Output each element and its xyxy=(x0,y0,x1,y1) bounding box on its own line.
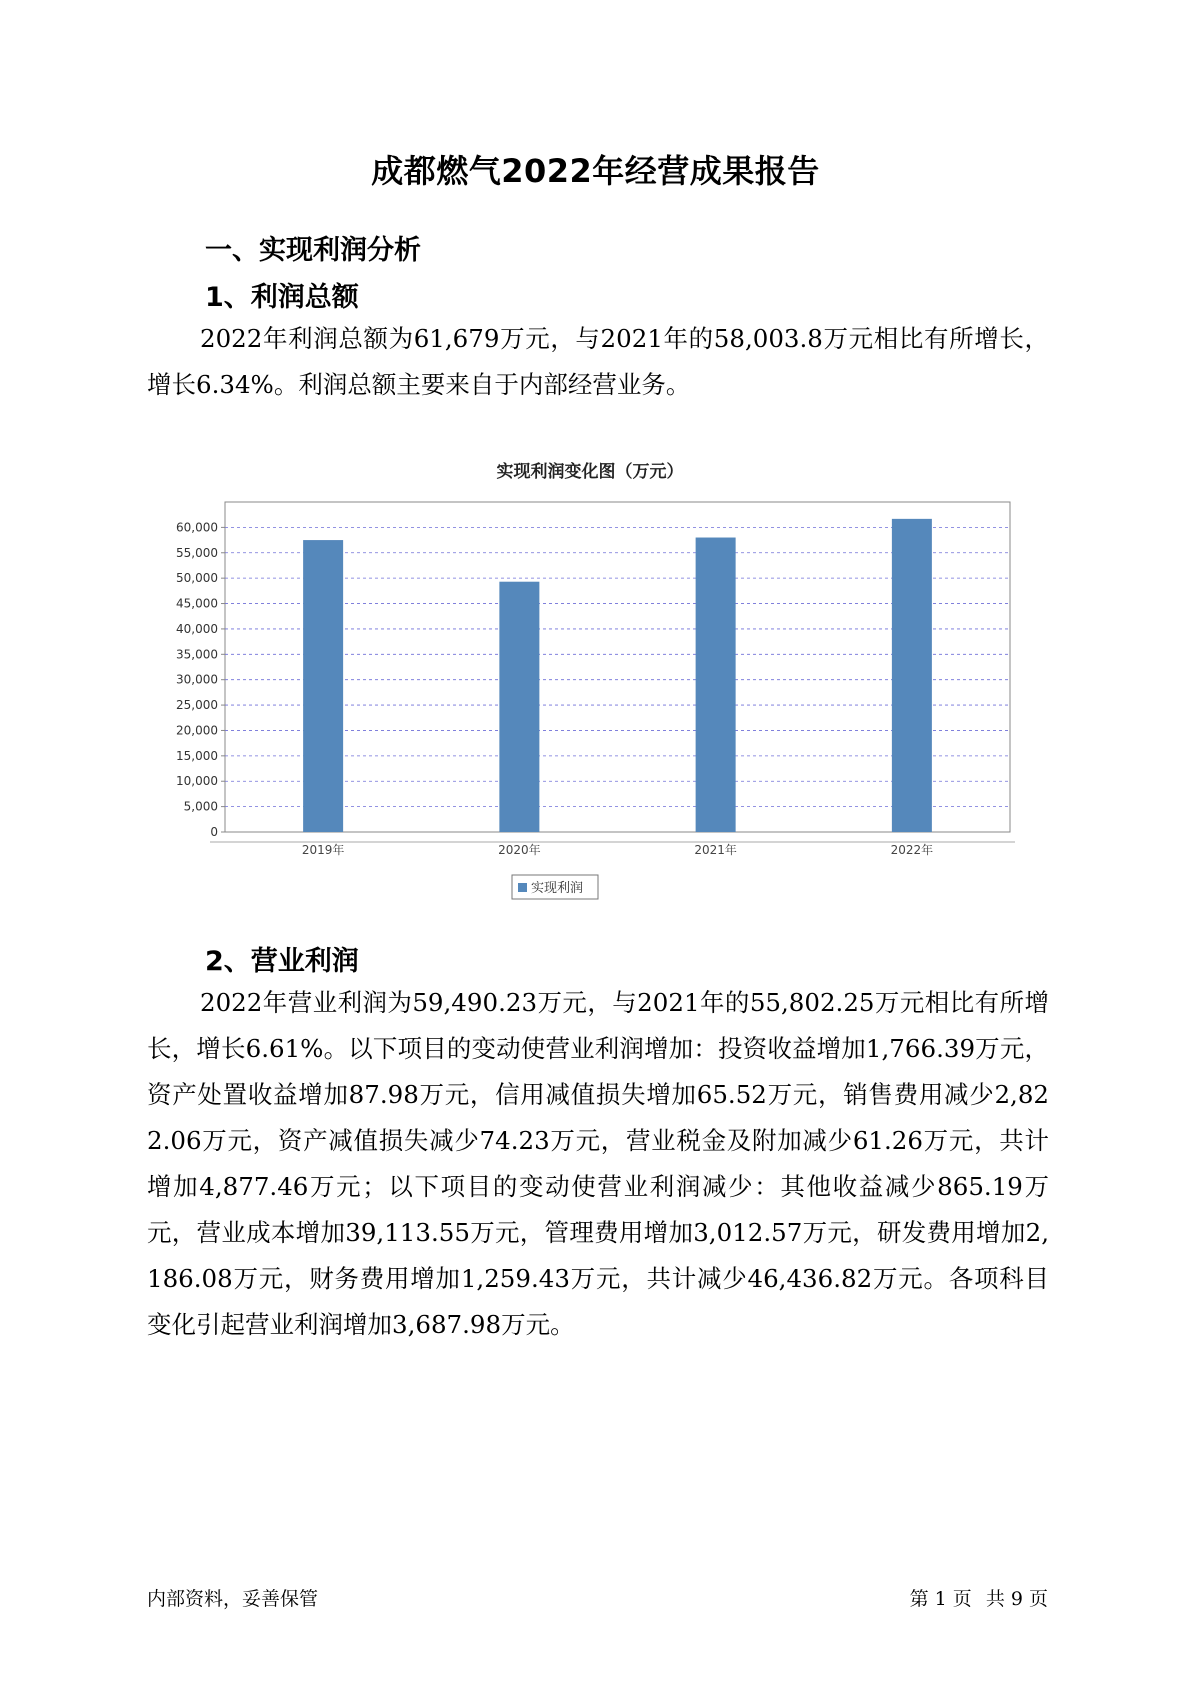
bar-4 xyxy=(892,519,932,832)
page-title: 成都燃气2022年经营成果报告 xyxy=(371,152,820,190)
legend-swatch xyxy=(518,883,527,892)
y-tick-label: 15,000 xyxy=(176,748,218,763)
y-tick-label: 20,000 xyxy=(176,723,218,738)
x-tick-label: 2020年 xyxy=(498,843,541,857)
page-number: 第 1 页 xyxy=(909,1588,972,1610)
y-tick-label: 5,000 xyxy=(183,799,218,814)
legend-label: 实现利润 xyxy=(531,881,584,896)
paragraph-operating-profit: 2022年营业利润为59,490.23万元，与2021年的55,802.25万元相比有所增长，增长6.61%。以下项目的变动使营业利润增加：投资收益增加1,766.39万元，资产处置收益增加87.98万元，信用减值损失增加65.52万元，销售费用减少2,822.06万元，资产减值损失减少74.23万元，营业税金及附加减少61.26万元，共计增加4,877.46万元；以下项目的变动使营业利润减少：其他收益减少865.19万元，营业成本增加39,113.55万元，管理费用增加3,012.57万元，研发费用增加2,186.08万元，财务费用增加1,259.43万元，共计减少46,436.82万元。各项科目变化引起营业利润增加3,687.98万元。 xyxy=(147,988,1049,1339)
y-tick-label: 25,000 xyxy=(176,698,218,713)
x-tick-label: 2022年 xyxy=(890,843,934,857)
profit-bar-chart xyxy=(150,455,1030,915)
y-tick-label: 10,000 xyxy=(176,774,218,789)
section-heading: 一、实现利润分析 xyxy=(205,235,421,266)
paragraph-profit-total: 2022年利润总额为61,679万元，与2021年的58,003.8万元相比有所增长，增长6.34%。利润总额主要来自于内部经营业务。 xyxy=(147,324,1049,399)
y-tick-label: 55,000 xyxy=(176,545,218,560)
chart-title: 实现利润变化图（万元） xyxy=(496,462,684,482)
footer-pagination xyxy=(902,1584,1048,1611)
footer-confidential-note: 内部资料，妥善保管 xyxy=(147,1588,319,1610)
subsection-heading-operating-profit: 2、营业利润 xyxy=(205,946,359,977)
x-tick-label: 2019年 xyxy=(301,843,345,857)
total-pages: 共 9 页 xyxy=(985,1588,1048,1610)
y-tick-label: 45,000 xyxy=(176,596,218,611)
bar-3 xyxy=(696,538,736,832)
x-tick-label: 2021年 xyxy=(694,843,737,857)
y-tick-label: 0 xyxy=(210,825,218,839)
y-tick-label: 50,000 xyxy=(176,571,218,586)
y-tick-label: 40,000 xyxy=(176,621,218,636)
y-tick-label: 60,000 xyxy=(176,520,218,535)
y-tick-label: 35,000 xyxy=(176,647,218,662)
subsection-heading-profit-total: 1、利润总额 xyxy=(205,282,359,313)
bar-1 xyxy=(303,540,343,832)
y-tick-label: 30,000 xyxy=(176,672,218,687)
bar-2 xyxy=(499,582,539,832)
